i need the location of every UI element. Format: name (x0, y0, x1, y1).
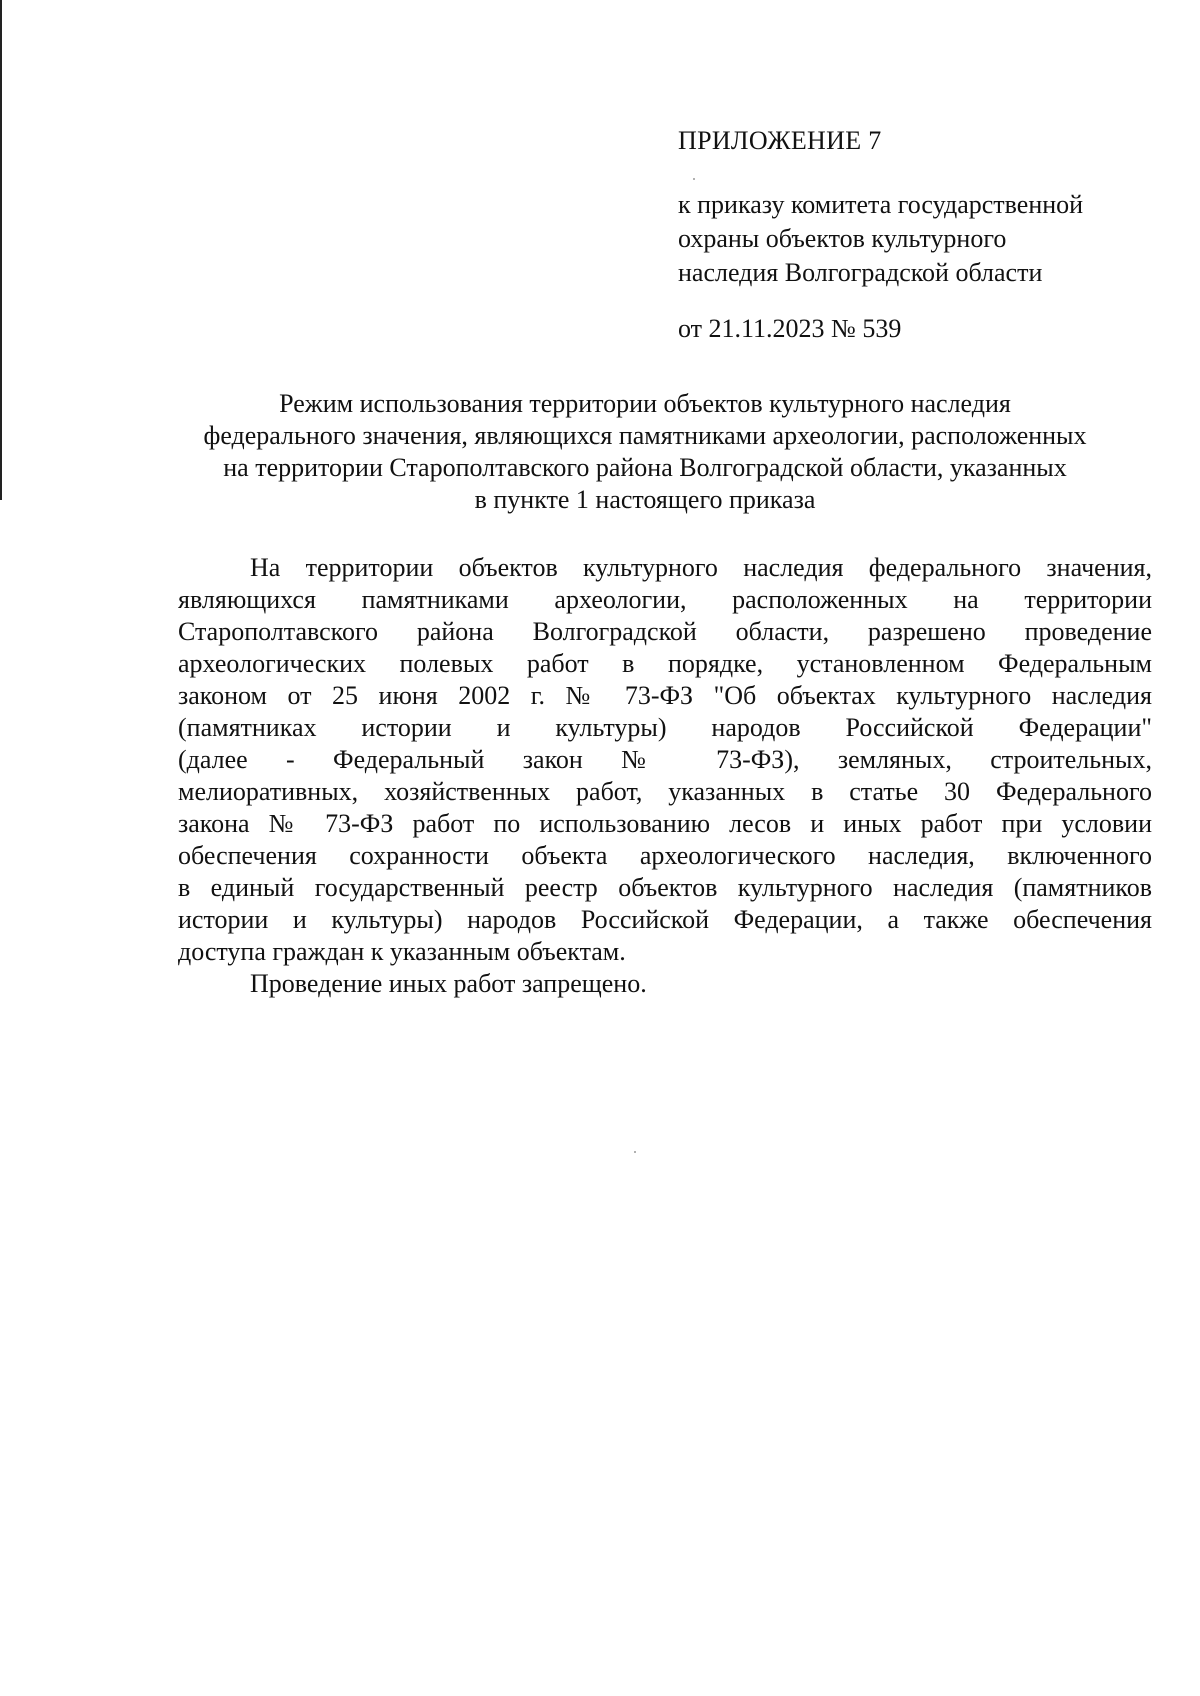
paragraph-line: обеспечения сохранности объекта археологического наследия, включенного (178, 841, 1152, 870)
paragraph-line: (далее - Федеральный закон № 73-ФЗ), земляных, строительных, (178, 745, 1152, 774)
scan-speck (634, 1151, 636, 1153)
appendix-reference (678, 188, 1158, 290)
appendix-block (678, 124, 1158, 346)
paragraph-line: законом от 25 июня 2002 г. № 73-ФЗ "Об объектах культурного наследия (178, 681, 1152, 710)
paragraph-line: На территории объектов культурного наследия федерального значения, (250, 553, 1152, 582)
heading-line: Режим использования территории объектов культурного наследия (279, 389, 1011, 418)
paragraph-line: являющихся памятниками археологии, расположенных на территории (178, 585, 1152, 614)
heading-line: в пункте 1 настоящего приказа (474, 485, 816, 514)
document-body (178, 552, 1152, 1000)
body-paragraph-prohibition: Проведение иных работ запрещено. (250, 969, 647, 998)
paragraph-line: Старополтавского района Волгоградской области, разрешено проведение (178, 617, 1152, 646)
paragraph-line: (памятниках истории и культуры) народов Российской Федерации" (178, 713, 1152, 742)
paragraph-line: археологических полевых работ в порядке, установленном Федеральным (178, 649, 1152, 678)
heading-line: федерального значения, являющихся памятниками археологии, расположенных (203, 421, 1087, 450)
appendix-title: ПРИЛОЖЕНИЕ 7 (678, 126, 882, 155)
paragraph-line: в единый государственный реестр объектов культурного наследия (памятников (178, 873, 1152, 902)
paragraph-line: закона № 73-ФЗ работ по использованию лесов и иных работ при условии (178, 809, 1152, 838)
scan-edge-mark (0, 0, 2, 500)
document-heading (150, 388, 1140, 516)
paragraph-line: мелиоративных, хозяйственных работ, указанных в статье 30 Федерального (178, 777, 1152, 806)
appendix-reference-line: охраны объектов культурного (678, 224, 1007, 253)
body-paragraph-permitted-works (178, 552, 1152, 968)
paragraph-line: доступа граждан к указанным объектам. (178, 937, 626, 966)
appendix-reference-line: наследия Волгоградской области (678, 258, 1043, 287)
appendix-reference-line: к приказу комитета государственной (678, 190, 1084, 219)
order-date-number: от 21.11.2023 № 539 (678, 314, 902, 343)
heading-line: на территории Старополтавского района Волгоградской области, указанных (223, 453, 1067, 482)
paragraph-line: истории и культуры) народов Российской Федерации, а также обеспечения (178, 905, 1152, 934)
